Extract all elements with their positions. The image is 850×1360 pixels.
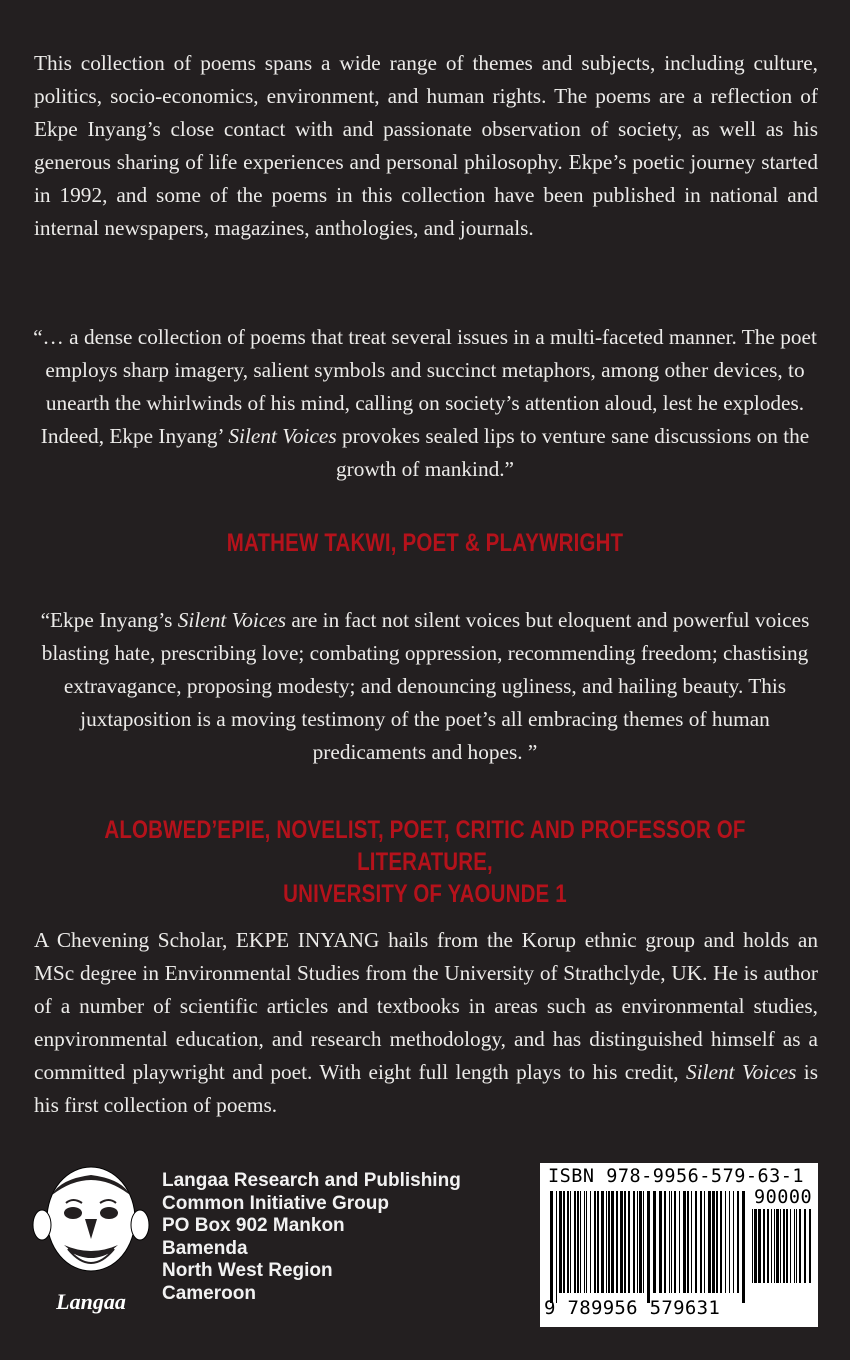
review-2-attribution-line-2: UNIVERSITY OF YAOUNDE 1 bbox=[283, 880, 567, 908]
barcode-bar bbox=[687, 1191, 689, 1293]
barcode-bar bbox=[704, 1191, 705, 1293]
barcode-bar bbox=[683, 1191, 686, 1293]
barcode-bar bbox=[712, 1191, 715, 1293]
review-quote-1-text: “… a dense collection of poems that treat several issues in a multi-faceted manner. The poet employs sharp imagery, salient symbols and succinct metaphors, among other devices, to unearth the whirlwinds of his mind, calling on society’s attention aloud, lest he explodes. Indeed, Ekpe Inyang’ bbox=[33, 325, 817, 448]
barcode-bar bbox=[639, 1191, 642, 1293]
barcode-bar bbox=[774, 1209, 775, 1283]
barcode-bar bbox=[669, 1191, 670, 1293]
review-quote-2-text-end: are in fact not silent voices but eloquent and powerful voices blasting hate, prescribing love; combating oppression, recommending freedom; chastising extravagance, proposing modesty; and denouncing ugliness, and hailing beauty. This juxtaposition is a moving testimony of the poet’s all embracing themes of human predicaments and hopes. ” bbox=[41, 608, 810, 764]
barcode-bar bbox=[790, 1209, 791, 1283]
book-title: Silent Voices bbox=[686, 1060, 797, 1084]
publisher-line: Cameroon bbox=[162, 1282, 256, 1304]
author-bio bbox=[34, 924, 818, 1122]
barcode-bar bbox=[794, 1209, 795, 1283]
barcode-bar bbox=[608, 1191, 610, 1293]
barcode-bar bbox=[725, 1191, 726, 1293]
barcode-bar bbox=[574, 1191, 576, 1293]
barcode-bar bbox=[729, 1191, 730, 1293]
barcode-bar bbox=[708, 1191, 711, 1293]
barcode-bar bbox=[786, 1209, 788, 1283]
review-quote-1 bbox=[30, 321, 820, 486]
barcode-bar bbox=[695, 1191, 697, 1293]
barcode-bar bbox=[758, 1209, 761, 1283]
barcode-bar bbox=[567, 1191, 569, 1293]
barcode-bar bbox=[700, 1191, 702, 1293]
barcode-bar bbox=[771, 1209, 772, 1283]
barcode-bar bbox=[671, 1191, 672, 1293]
barcode-bar bbox=[674, 1191, 676, 1293]
review-quote-2 bbox=[30, 604, 820, 769]
barcode-bar bbox=[590, 1191, 591, 1293]
barcode-bar bbox=[754, 1209, 757, 1283]
barcode-bar bbox=[796, 1209, 797, 1283]
review-2-attribution bbox=[77, 814, 774, 910]
isbn-number: ISBN 978-9956-579-63-1 bbox=[548, 1166, 805, 1187]
barcode-bar bbox=[752, 1209, 753, 1283]
barcode-bar bbox=[563, 1191, 565, 1293]
barcode-bar bbox=[664, 1191, 666, 1293]
publisher-logo bbox=[30, 1157, 152, 1317]
barcode-bar bbox=[601, 1191, 604, 1293]
barcode-bar bbox=[643, 1191, 644, 1293]
isbn-barcode bbox=[540, 1163, 818, 1327]
barcode-bar bbox=[691, 1191, 692, 1293]
barcode-bar bbox=[577, 1191, 579, 1293]
barcode-bar bbox=[606, 1191, 607, 1293]
author-bio-text-end: is his first collection of poems. bbox=[34, 1060, 818, 1117]
barcode-bar bbox=[620, 1191, 623, 1293]
barcode-bar bbox=[776, 1209, 779, 1283]
barcode-bar bbox=[783, 1209, 785, 1283]
book-title: Silent Voices bbox=[228, 424, 337, 448]
barcode-bar bbox=[716, 1191, 718, 1293]
barcode-bar bbox=[737, 1191, 739, 1293]
publisher-line: North West Region bbox=[162, 1260, 333, 1282]
barcode-bar bbox=[653, 1191, 656, 1293]
barcode-bar bbox=[679, 1191, 680, 1293]
barcode-digits: 9 789956 579631 bbox=[544, 1297, 721, 1319]
author-bio-text: A Chevening Scholar, EKPE INYANG hails from the Korup ethnic group and holds an MSc degree in Environmental Studies from the University of Strathclyde, UK. He is author of a number of scientific articles and textbooks in areas such as environmental studies, enpvironmental education, and research methodology, and has distinguished himself as a committed playwright and poet. With eight full length plays to his credit, bbox=[34, 928, 818, 1084]
barcode-bar bbox=[570, 1191, 571, 1293]
review-quote-2-text: “Ekpe Inyang’s bbox=[40, 608, 178, 632]
barcode-bar bbox=[720, 1191, 722, 1293]
barcode-bar bbox=[763, 1209, 765, 1283]
review-quote-1-text-end: provokes sealed lips to venture sane discussions on the growth of mankind.” bbox=[335, 424, 810, 481]
barcode-bar bbox=[586, 1191, 587, 1293]
barcode-bar bbox=[647, 1191, 650, 1303]
publisher-line: Langaa Research and Publishing bbox=[162, 1170, 461, 1191]
barcode-bar bbox=[733, 1191, 734, 1293]
barcode-bar bbox=[637, 1191, 638, 1293]
barcode-bar bbox=[597, 1191, 599, 1293]
barcode-bars bbox=[550, 1191, 746, 1303]
barcode-bar bbox=[809, 1209, 811, 1283]
publisher-address bbox=[162, 1170, 461, 1306]
publisher-line: Common Initiative Group bbox=[162, 1192, 389, 1214]
barcode-bar bbox=[580, 1191, 581, 1293]
barcode-bar bbox=[767, 1209, 769, 1283]
barcode-bar bbox=[624, 1191, 626, 1293]
barcode-addon-bars bbox=[752, 1209, 812, 1303]
barcode-bar bbox=[780, 1209, 781, 1283]
barcode-bar bbox=[633, 1191, 635, 1293]
publisher-line: Bamenda bbox=[162, 1237, 248, 1259]
barcode-bar bbox=[616, 1191, 618, 1293]
barcode-bar bbox=[804, 1209, 806, 1283]
barcode-bar bbox=[799, 1209, 801, 1283]
price-code: 90000 bbox=[754, 1187, 813, 1208]
barcode-bar bbox=[594, 1191, 596, 1293]
barcode-bar bbox=[742, 1191, 745, 1303]
publisher-line: PO Box 902 Mankon bbox=[162, 1215, 345, 1237]
barcode-bar bbox=[611, 1191, 614, 1293]
review-2-attribution-line-1: ALOBWED’EPIE, NOVELIST, POET, CRITIC AND PROFESSOR OF LITERATURE, bbox=[104, 816, 746, 876]
barcode-bar bbox=[559, 1191, 562, 1293]
barcode-bar bbox=[628, 1191, 630, 1293]
review-1-attribution: MATHEW TAKWI, POET & PLAYWRIGHT bbox=[226, 529, 624, 557]
barcode-bar bbox=[659, 1191, 662, 1293]
book-title: Silent Voices bbox=[177, 608, 287, 632]
barcode-bar bbox=[550, 1191, 553, 1303]
barcode-bar bbox=[556, 1191, 557, 1303]
barcode-bar bbox=[584, 1191, 585, 1293]
synopsis-paragraph: This collection of poems spans a wide range of themes and subjects, including culture, politics, socio-economics, environment, and human rights. The poems are a reflection of Ekpe Inyang’s close contact with and passionate observation of society, as well as his generous sharing of life experiences and personal philosophy. Ekpe’s poetic journey started in 1992, and some of the poems in this collection have been published in national and internal newspapers, magazines, anthologies, and journals. bbox=[34, 51, 818, 240]
publisher-logo-text: Langaa bbox=[56, 1289, 126, 1314]
